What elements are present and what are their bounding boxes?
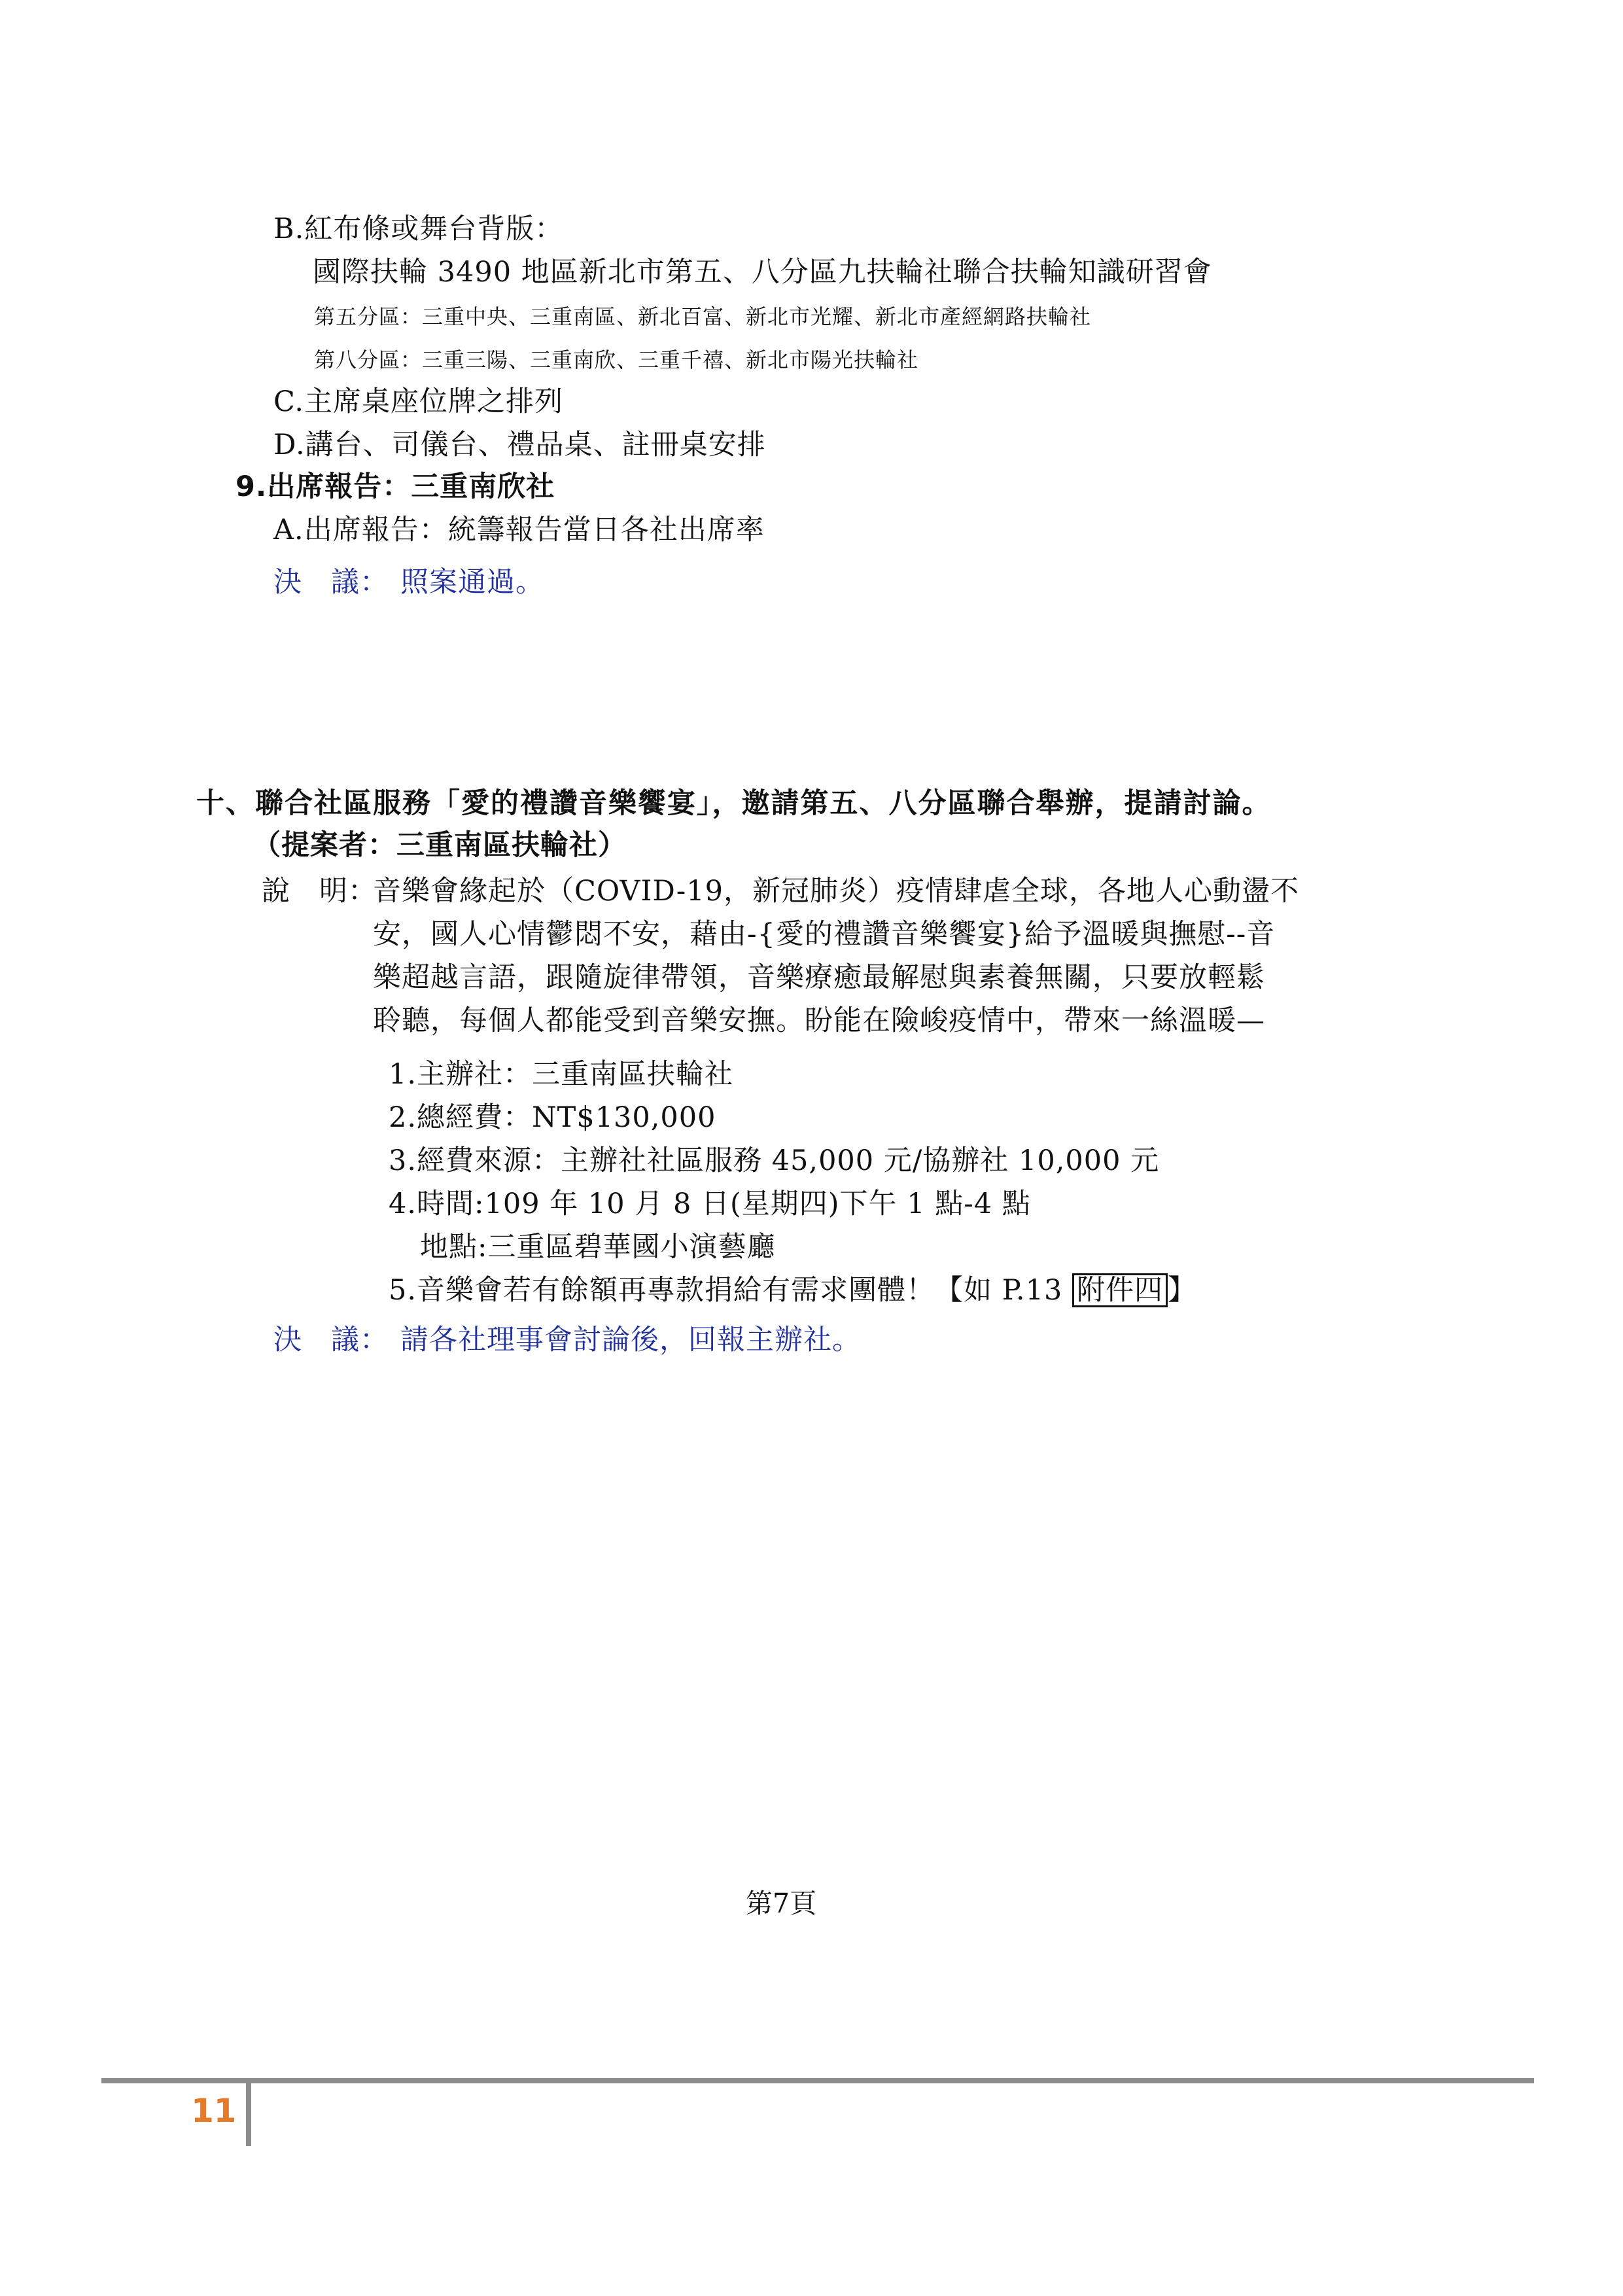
- inner-page-label: 第7頁: [746, 1888, 817, 1919]
- donation-text: 5.音樂會若有餘額再專款捐給有需求團體！【如 P.13: [389, 1274, 1072, 1307]
- footer-rule: [101, 2078, 1534, 2083]
- item-a-attendance: A.出席報告：統籌報告當日各社出席率: [273, 514, 765, 546]
- footer-divider: [246, 2078, 251, 2146]
- section-10-heading: 十、聯合社區服務「愛的禮讚音樂饗宴」，邀請第五、八分區聯合舉辦，提請討論。: [196, 787, 1272, 820]
- resolution-label: 決 議：: [273, 566, 389, 599]
- explain-line: 音樂會緣起於（COVID-19，新冠肺炎）疫情肆虐全球，各地人心動盪不: [373, 875, 1299, 908]
- explain-label: 說 明：: [262, 875, 377, 908]
- item-c: C.主席桌座位牌之排列: [273, 385, 564, 418]
- resolution-text: 請各社理事會討論後，回報主辦社。: [400, 1324, 861, 1356]
- item-b-district-8: 第八分區：三重三陽、三重南欣、三重千禧、新北市陽光扶輪社: [314, 347, 919, 372]
- explain-line: 安，國人心情鬱悶不安，藉由-{愛的禮讚音樂饗宴}給予溫暖與撫慰--音: [373, 918, 1276, 951]
- section-10-proposer: （提案者：三重南區扶輪社）: [253, 829, 627, 862]
- explain-line: 樂超越言語，跟隨旋律帶領，音樂療癒最解慰與素養無關，只要放輕鬆: [373, 961, 1265, 994]
- donation-close-bracket: 】: [1167, 1274, 1196, 1307]
- resolution-label: 決 議：: [273, 1324, 389, 1356]
- item-b-district-5: 第五分區：三重中央、三重南區、新北百富、新北市光耀、新北市產經網路扶輪社: [314, 304, 1092, 329]
- list-item-budget: 2.總經費：NT$130,000: [389, 1101, 716, 1134]
- item-b-title: B.紅布條或舞台背版：: [273, 213, 564, 245]
- explain-line: 聆聽，每個人都能受到音樂安撫。盼能在險峻疫情中，帶來一絲溫暖—: [373, 1004, 1265, 1037]
- section-9-resolution: [273, 564, 544, 601]
- list-item-funding: 3.經費來源：主辦社社區服務 45,000 元/協辦社 10,000 元: [389, 1144, 1160, 1177]
- page-number: 11: [191, 2092, 237, 2130]
- section-10-resolution: [273, 1322, 861, 1358]
- list-item-organizer: 1.主辦社：三重南區扶輪社: [389, 1058, 734, 1091]
- item-d: D.講台、司儀台、禮品桌、註冊桌安排: [273, 429, 766, 461]
- section-9-heading: 9.出席報告：三重南欣社: [236, 470, 555, 503]
- list-item-donation: [389, 1272, 1196, 1309]
- item-b-banner-text: 國際扶輪 3490 地區新北市第五、八分區九扶輪社聯合扶輪知識研習會: [313, 256, 1212, 289]
- resolution-text: 照案通過。: [400, 566, 544, 599]
- list-item-time: 4.時間:109 年 10 月 8 日(星期四)下午 1 點-4 點: [389, 1188, 1031, 1220]
- list-item-venue: 地點:三重區碧華國小演藝廳: [420, 1231, 776, 1263]
- attachment-4-box: 附件四: [1072, 1273, 1168, 1307]
